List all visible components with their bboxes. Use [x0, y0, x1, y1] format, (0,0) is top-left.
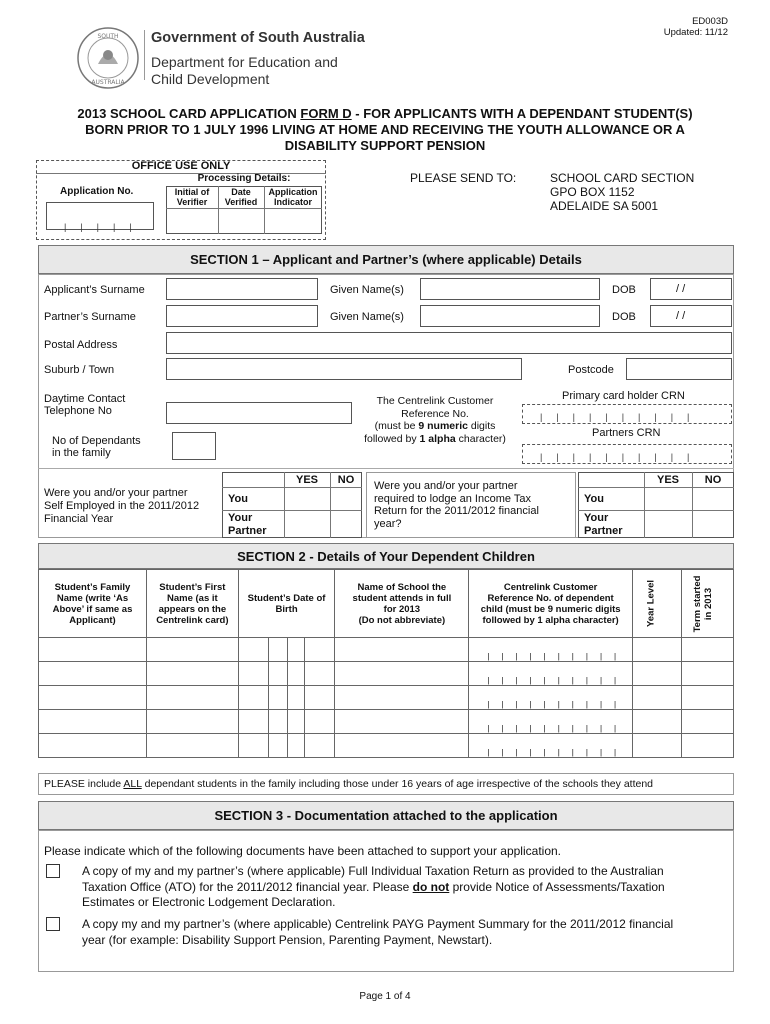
self-employed-partner-label: Your Partner	[228, 512, 267, 537]
section1-heading: SECTION 1 – Applicant and Partner’s (where applicable) Details	[38, 245, 734, 274]
daytime-phone-input[interactable]	[166, 402, 352, 424]
page-number: Page 1 of 4	[359, 991, 411, 1002]
date-verified-label: Date Verified	[224, 187, 258, 207]
tax-return-question: Were you and/or your partner required to lodge an Income Tax Return for the 2011/2012 financial year?	[374, 480, 539, 530]
address-line3: ADELAIDE SA 5001	[550, 199, 659, 213]
dependants-count-input[interactable]	[172, 432, 216, 460]
self-employed-partner-yes-cell[interactable]	[286, 512, 328, 536]
application-indicator-label: Application Indicator	[268, 187, 318, 207]
daytime-phone-label: Daytime Contact Telephone No	[44, 393, 126, 417]
applicant-surname-label: Applicant’s Surname	[44, 284, 145, 296]
tax-you-label: You	[584, 493, 604, 505]
send-to-label: PLEASE SEND TO:	[410, 171, 517, 185]
child-row[interactable]: ||||||||||	[39, 686, 734, 710]
child-row[interactable]: ||||||||||	[39, 662, 734, 686]
section3-heading: SECTION 3 - Documentation attached to the application	[38, 801, 734, 830]
address-line2: GPO BOX 1152	[550, 185, 635, 199]
child-row[interactable]: ||||||||||	[39, 638, 734, 662]
partner-dob-separators: / /	[676, 310, 686, 322]
applicant-dob-separators: / /	[676, 283, 686, 295]
tax-partner-label: Your Partner	[584, 512, 623, 537]
state-seal-logo	[76, 26, 140, 90]
postcode-label: Postcode	[568, 364, 614, 376]
partner-given-names-input[interactable]	[420, 305, 600, 327]
applicant-given-names-input[interactable]	[420, 278, 600, 300]
col-family-name: Student’s Family Name (write ‘As Above’ if same as Applicant)	[39, 570, 147, 638]
children-table	[38, 569, 734, 758]
primary-crn-label: Primary card holder CRN	[562, 390, 685, 402]
child-row[interactable]: ||||||||||	[39, 734, 734, 758]
child-row[interactable]: ||||||||||	[39, 710, 734, 734]
col-child-crn: Centrelink Customer Reference No. of dependent child (must be 9 numeric digits followed by 1 alpha character)	[469, 570, 633, 638]
col-date-of-birth: Student’s Date of Birth	[238, 570, 335, 638]
applicant-dob-input[interactable]	[650, 278, 732, 300]
tax-partner-no-cell[interactable]	[694, 512, 732, 536]
svg-text:SOUTH: SOUTH	[97, 33, 119, 40]
col-school-name: Name of School the student attends in full for 2013 (Do not abbreviate)	[335, 570, 469, 638]
self-employed-no-header: NO	[337, 474, 355, 486]
tax-no-header: NO	[704, 474, 722, 486]
partner-dob-input[interactable]	[650, 305, 732, 327]
tax-return-document-text: A copy of my and my partner’s (where applicable) Full Individual Taxation Return as provided to the Australian Taxation Office (ATO) for the 2011/2012 financial year. Please do not provide Notice of Assessments/Taxation Estimates or Electronic Lodgement Declaration.	[82, 864, 665, 909]
application-no-label: Application No.	[60, 186, 134, 197]
svg-text:AUSTRALIA: AUSTRALIA	[91, 79, 125, 86]
processing-details-label: Processing Details:	[197, 173, 291, 184]
updated-date: Updated: 11/12	[663, 27, 728, 38]
tax-yes-header: YES	[656, 474, 679, 486]
payg-summary-document-text: A copy my and my partner’s (where applicable) Centrelink PAYG Payment Summary for the 2011/2012 financial year (for example: Disability Support Pension, Parenting Payment, Newstart).	[82, 917, 674, 947]
initial-verifier-label: Initial of Verifier	[174, 187, 210, 207]
crn-instructions: The Centrelink Customer Reference No. (must be 9 numeric digits followed by 1 alpha character)	[364, 395, 506, 445]
self-employed-you-no-cell[interactable]	[332, 489, 360, 509]
dept-line2: Child Development	[151, 71, 270, 87]
suburb-label: Suburb / Town	[44, 364, 115, 376]
self-employed-partner-no-cell[interactable]	[332, 512, 360, 536]
section2-heading: SECTION 2 - Details of Your Dependent Children	[38, 543, 734, 569]
dependants-label: No of Dependants in the family	[52, 435, 141, 459]
col-term-started: Term started in 2013	[681, 570, 733, 638]
partner-given-names-label: Given Name(s)	[330, 311, 404, 323]
org-name: Government of South Australia	[151, 30, 365, 46]
suburb-input[interactable]	[166, 358, 522, 380]
col-first-name: Student’s First Name (as it appears on the Centrelink card)	[147, 570, 239, 638]
partner-surname-input[interactable]	[166, 305, 318, 327]
payg-summary-checkbox[interactable]	[46, 917, 60, 931]
applicant-surname-input[interactable]	[166, 278, 318, 300]
postcode-input[interactable]	[626, 358, 732, 380]
partners-crn-label: Partners CRN	[592, 427, 661, 439]
postal-address-label: Postal Address	[44, 339, 118, 351]
partner-dob-label: DOB	[612, 311, 636, 323]
office-use-heading: OFFICE USE ONLY	[131, 160, 231, 172]
address-line1: SCHOOL CARD SECTION	[550, 171, 695, 185]
self-employed-yes-header: YES	[295, 474, 318, 486]
logo-divider	[144, 30, 145, 80]
col-year-level: Year Level	[632, 570, 681, 638]
tax-return-checkbox[interactable]	[46, 864, 60, 878]
tax-partner-yes-cell[interactable]	[646, 512, 690, 536]
tax-you-yes-cell[interactable]	[646, 489, 690, 509]
form-title-line2: BORN PRIOR TO 1 JULY 1996 LIVING AT HOME AND RECEIVING THE YOUTH ALLOWANCE OR A	[85, 122, 685, 137]
dept-line1: Department for Education and	[151, 54, 338, 70]
partner-surname-label: Partner’s Surname	[44, 311, 136, 323]
self-employed-you-label: You	[228, 493, 248, 505]
form-title-line1: 2013 SCHOOL CARD APPLICATION FORM D - FOR APPLICANTS WITH A DEPENDANT STUDENT(S)	[77, 106, 693, 121]
tax-you-no-cell[interactable]	[694, 489, 732, 509]
applicant-dob-label: DOB	[612, 284, 636, 296]
section2-note: PLEASE include ALL dependant students in the family including those under 16 years of age irrespective of the schools they attend	[44, 778, 654, 790]
form-title-line3: DISABILITY SUPPORT PENSION	[284, 138, 486, 153]
self-employed-you-yes-cell[interactable]	[286, 489, 328, 509]
applicant-given-names-label: Given Name(s)	[330, 284, 404, 296]
postal-address-input[interactable]	[166, 332, 732, 354]
form-code: ED003D	[692, 16, 728, 27]
section3-intro: Please indicate which of the following documents have been attached to support your application.	[44, 844, 561, 858]
self-employed-question: Were you and/or your partner Self Employed in the 2011/2012 Financial Year	[44, 487, 200, 525]
